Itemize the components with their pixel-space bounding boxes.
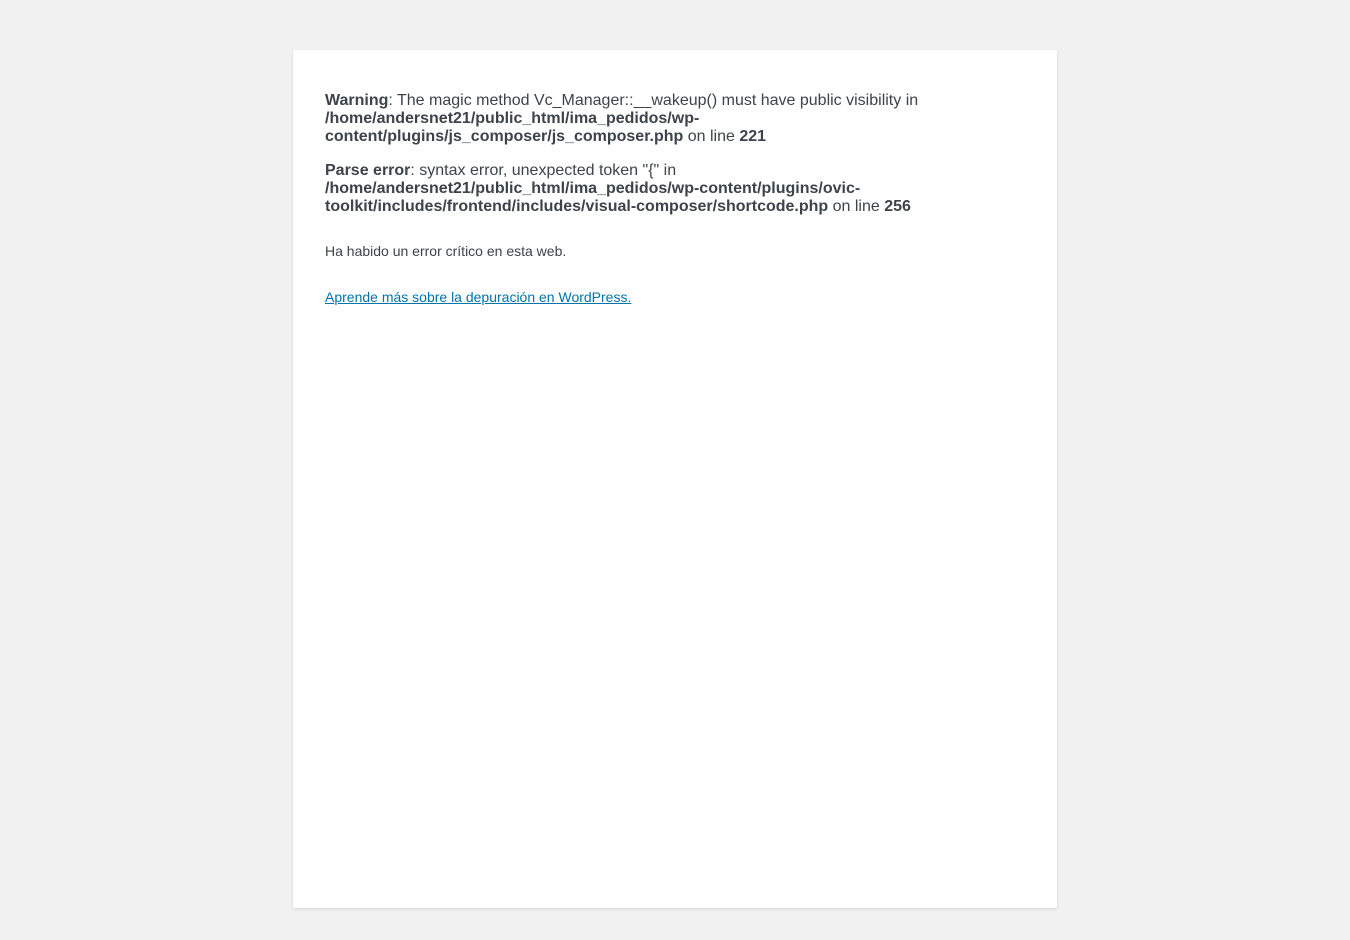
error-type-label: Parse error bbox=[325, 162, 411, 179]
error-page-panel bbox=[293, 50, 1057, 908]
help-link-paragraph bbox=[325, 288, 1025, 306]
error-message-text: : The magic method Vc_Manager::__wakeup() must have public visibility in bbox=[388, 92, 919, 109]
error-line-prefix: on line bbox=[828, 198, 885, 215]
error-line-number: 221 bbox=[739, 128, 767, 145]
critical-error-message: Ha habido un error crítico en esta web. bbox=[325, 243, 567, 259]
error-file-path: /home/andersnet21/public_html/ima_pedidos/wp-content/plugins/ovic-toolkit/includes/frontend/includes/visual-composer/shortcode.php bbox=[325, 180, 861, 215]
wordpress-debugging-link[interactable]: Aprende más sobre la depuración en WordPress. bbox=[325, 289, 632, 305]
error-message-text: : syntax error, unexpected token "{" in bbox=[410, 162, 677, 179]
error-file-path: /home/andersnet21/public_html/ima_pedidos/wp-content/plugins/js_composer/js_composer.php bbox=[325, 110, 700, 145]
error-line-number: 256 bbox=[884, 198, 911, 215]
error-line-prefix: on line bbox=[683, 128, 740, 145]
php-parse-error-message bbox=[325, 162, 1025, 216]
error-type-label: Warning bbox=[325, 92, 389, 109]
php-warning-message bbox=[325, 92, 1025, 146]
